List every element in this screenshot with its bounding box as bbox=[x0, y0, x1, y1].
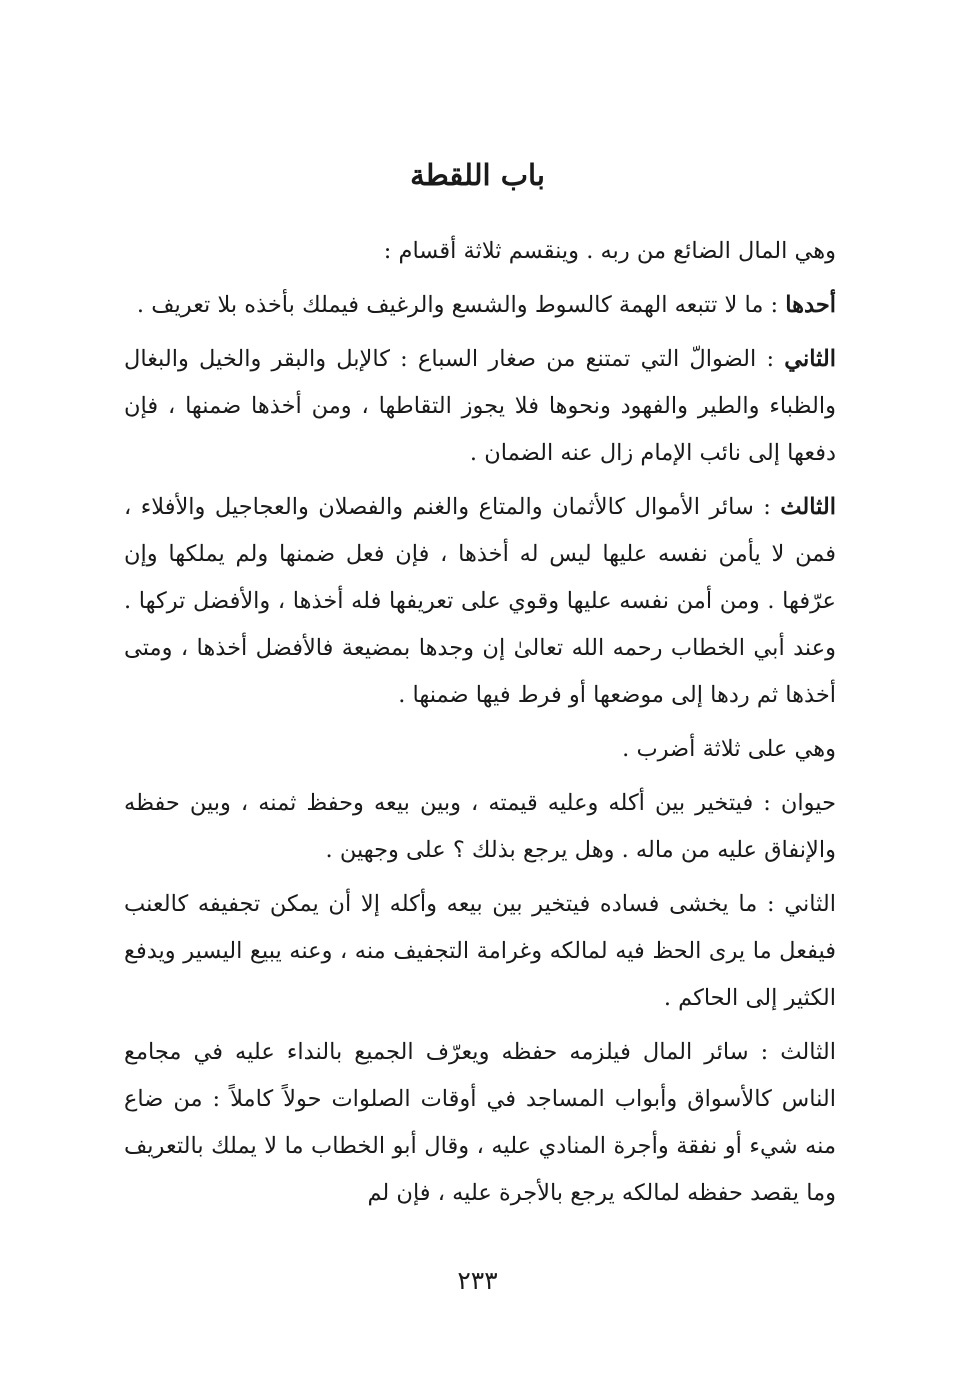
chapter-title: باب اللقطة bbox=[410, 158, 545, 192]
page-number: ٢٣٣ bbox=[457, 1266, 498, 1295]
paragraph-lead: الثاني bbox=[784, 346, 836, 372]
body-text bbox=[124, 228, 836, 1224]
paragraph-lead: الثالث bbox=[780, 494, 836, 520]
paragraph-other-property: الثالث : سائر المال فيلزمه حفظه ويعرّف الجميع بالنداء عليه في مجامع الناس كالأسواق وأبواب المساجد في أوقات الصلوات حولاً كاملاً : من ضاع منه شيء أو نفقة وأجرة المنادي عليه ، وقال أبو الخطاب ما لا يملك بالتعريف وما يقصد حفظه لمالكه يرجع بالأجرة عليه ، فإن لم bbox=[124, 1039, 836, 1206]
paragraph-lead: أحدها bbox=[785, 292, 836, 318]
paragraph-types: وهي على ثلاثة أضرب . bbox=[622, 736, 836, 762]
paragraph-first: أحدها : ما لا تتبعه الهمة كالسوط والشسع والرغيف فيملك بأخذه بلا تعريف . bbox=[136, 292, 836, 318]
paragraph-perishable: الثاني : ما يخشى فساده فيتخير بين بيعه وأكله إلا أن يمكن تجفيفه كالعنب فيفعل ما يرى الحظ فيه لمالكه وغرامة التجفيف منه ، وعنه يبيع اليسير ويدفع الكثير إلى الحاكم . bbox=[124, 891, 836, 1011]
paragraph-second: الثاني : الضوالّ التي تمتنع من صغار السباع : كالإبل والبقر والخيل والبغال والظباء والطير والفهود ونحوها فلا يجوز التقاطها ، ومن أخذها ضمنها ، فإن دفعها إلى نائب الإمام زال عنه الضمان . bbox=[124, 346, 836, 466]
paragraph-third: الثالث : سائر الأموال كالأثمان والمتاع والغنم والفصلان والعجاجيل والأفلاء ، فمن لا يأمن نفسه عليها ليس له أخذها ، فإن فعل ضمنها ولم يملكها وإن عرّفها . ومن أمن نفسه عليها وقوي على تعريفها فله أخذها ، والأفضل تركها . وعند أبي الخطاب رحمه الله تعالىٰ إن وجدها بمضيعة فالأفضل أخذها ، ومتى أخذها ثم ردها إلى موضعها أو فرط فيها ضمنها . bbox=[124, 494, 837, 708]
paragraph-intro: وهي المال الضائع من ربه . وينقسم ثلاثة أقسام : bbox=[383, 238, 836, 264]
paragraph-animal: حيوان : فيتخير بين أكله وعليه قيمته ، وبين بيعه وحفظ ثمنه ، وبين حفظه والإنفاق عليه من ماله . وهل يرجع بذلك ؟ على وجهين . bbox=[124, 790, 836, 863]
